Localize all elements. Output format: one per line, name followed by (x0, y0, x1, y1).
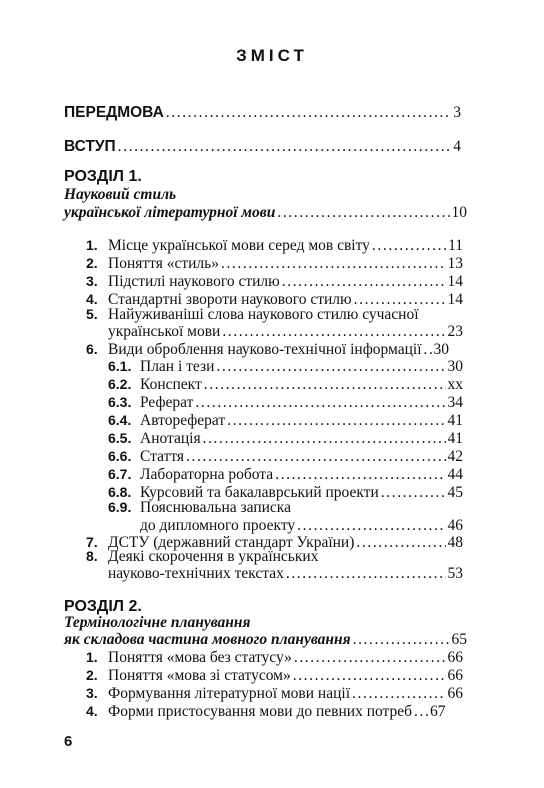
toc-entry-label: ПЕРЕДМОВА (64, 104, 164, 121)
item-text: Підстилі наукового стилю (108, 273, 280, 290)
item-number: 6.9. (108, 499, 132, 515)
toc-item[interactable] (86, 273, 463, 290)
item-text: Поняття «мова без статусу» (108, 649, 292, 666)
item-text: Місце української мови серед мов світу (108, 237, 370, 254)
item-page: 11 (448, 237, 463, 254)
leader-dots (216, 358, 445, 375)
toc-item[interactable] (86, 341, 463, 358)
toc-subitem[interactable] (108, 412, 463, 429)
page-number: 6 (64, 733, 73, 750)
item-text: Стандартні звороти наукового стилю (108, 291, 352, 308)
item-text: Поняття «мова зі статусом» (108, 667, 291, 684)
leader-dots (353, 631, 450, 648)
item-text: української мови (108, 323, 221, 340)
item-text: Курсовий та бакалаврський проекти (140, 484, 379, 501)
item-text: Конспект (140, 376, 202, 393)
item-page: 53 (447, 565, 463, 582)
toc-entry-intro[interactable] (64, 138, 461, 155)
item-page: xx (447, 376, 463, 393)
item-page: 14 (447, 291, 463, 308)
item-number: 6. (86, 341, 98, 357)
item-text: Анотація (140, 430, 201, 447)
section-heading: РОЗДІЛ 1. (64, 168, 142, 185)
leader-dots (282, 273, 446, 290)
leader-dots (356, 534, 445, 551)
item-page: 44 (447, 466, 463, 483)
item-number: 6.3. (108, 394, 132, 410)
leader-dots (227, 412, 445, 429)
toc-subitem[interactable] (108, 466, 463, 483)
toc-subitem-line2[interactable] (140, 517, 463, 534)
toc-item-line2[interactable] (108, 323, 463, 340)
leader-dots (414, 703, 428, 720)
toc-entry-page: 65 (451, 631, 467, 648)
leader-dots (352, 685, 445, 702)
item-text: науково-технічних текстах (108, 565, 284, 582)
item-page: 45 (447, 484, 463, 501)
toc-subitem[interactable] (108, 358, 463, 375)
leader-dots (294, 649, 446, 666)
section-heading: РОЗДІЛ 2. (64, 598, 142, 615)
leader-dots (275, 466, 445, 483)
item-page: 23 (447, 323, 463, 340)
leader-dots (293, 667, 446, 684)
item-page: 14 (447, 273, 463, 290)
leader-dots (297, 517, 445, 534)
toc-item[interactable] (86, 685, 463, 702)
section-subtitle: Термінологічне планування (64, 614, 251, 631)
item-page: 66 (447, 667, 463, 684)
item-number: 2. (86, 255, 98, 271)
leader-dots (118, 138, 452, 155)
item-number: 3. (86, 685, 98, 701)
item-text: Поняття «стиль» (108, 255, 219, 272)
leader-dots (286, 565, 446, 582)
item-number: 5. (86, 306, 98, 322)
item-number: 2. (86, 667, 98, 683)
item-number: 6.5. (108, 430, 132, 446)
leader-dots (166, 104, 451, 121)
item-number: 1. (86, 237, 98, 253)
item-page: 30 (433, 341, 450, 358)
item-number: 6.2. (108, 376, 132, 392)
item-number: 4. (86, 291, 98, 307)
item-text: ДСТУ (державний стандарт України) (108, 534, 355, 551)
toc-entry-page: 4 (453, 138, 461, 155)
leader-dots (381, 484, 446, 501)
leader-dots (277, 204, 449, 221)
leader-dots (186, 448, 445, 465)
item-text: Лабораторна робота (140, 466, 274, 483)
item-text: Види оброблення науково-технічної інформації (108, 341, 422, 358)
item-number: 3. (86, 273, 98, 289)
toc-item-line1[interactable] (86, 548, 318, 565)
item-page: 30 (447, 358, 463, 375)
toc-subitem-line1[interactable] (108, 499, 291, 516)
item-text: План і тези (140, 358, 215, 375)
toc-entry-section1[interactable] (64, 204, 467, 221)
item-number: 6.8. (108, 484, 132, 500)
toc-item[interactable] (86, 667, 463, 684)
leader-dots (424, 341, 432, 358)
toc-item[interactable] (86, 255, 463, 272)
item-text: Реферат (140, 394, 194, 411)
item-page: 34 (447, 394, 463, 411)
item-text: Форми пристосування мови до певних потреб (108, 703, 413, 720)
item-number: 6.7. (108, 466, 132, 482)
toc-entry-preface[interactable] (64, 104, 461, 121)
item-text: Стаття (140, 448, 185, 465)
item-page: 66 (447, 685, 463, 702)
section-subtitle: як складова частина мовного планування (64, 631, 351, 648)
item-page: 41 (447, 430, 463, 447)
toc-subitem[interactable] (108, 394, 463, 411)
item-number: 6.4. (108, 412, 132, 428)
leader-dots (195, 394, 445, 411)
item-page: 48 (447, 534, 463, 551)
item-text: до дипломного проекту (140, 517, 296, 534)
toc-item-line1[interactable] (86, 306, 419, 323)
toc-entry-section2[interactable] (64, 631, 467, 648)
section-subtitle: української літературної мови (64, 204, 276, 221)
toc-item[interactable] (86, 649, 463, 666)
toc-subitem[interactable] (108, 448, 463, 465)
toc-item[interactable] (86, 703, 463, 720)
toc-subitem[interactable] (108, 430, 463, 447)
item-number: 7. (86, 534, 98, 550)
item-page: 66 (447, 649, 463, 666)
item-number: 6.1. (108, 358, 132, 374)
item-text: Автореферат (140, 412, 226, 429)
item-page: 67 (430, 703, 446, 720)
toc-item[interactable] (86, 237, 463, 254)
toc-entry-page: 10 (451, 204, 467, 221)
item-page: 41 (447, 412, 463, 429)
item-number: 1. (86, 649, 98, 665)
item-number: 8. (86, 548, 98, 564)
item-text: Найуживаніші слова наукового стилю сучасної (108, 306, 419, 323)
leader-dots (204, 376, 446, 393)
item-page: 13 (447, 255, 463, 272)
leader-dots (372, 237, 446, 254)
item-text: Формування літературної мови нації (108, 685, 351, 702)
item-page: 46 (447, 517, 463, 534)
item-number: 4. (86, 703, 98, 719)
leader-dots (203, 430, 446, 447)
toc-item-line2[interactable] (108, 565, 463, 582)
item-text: Деякі скорочення в українських (108, 548, 319, 565)
item-page: 42 (447, 448, 463, 465)
leader-dots (221, 255, 446, 272)
item-number: 6.6. (108, 448, 132, 464)
section-subtitle: Науковий стиль (64, 186, 177, 203)
toc-entry-label: ВСТУП (64, 138, 116, 155)
leader-dots (222, 323, 445, 340)
item-text: Пояснювальна записка (140, 499, 291, 516)
page-title: ЗМІСТ (236, 46, 308, 65)
toc-subitem[interactable] (108, 376, 463, 393)
toc-entry-page: 3 (453, 104, 461, 121)
